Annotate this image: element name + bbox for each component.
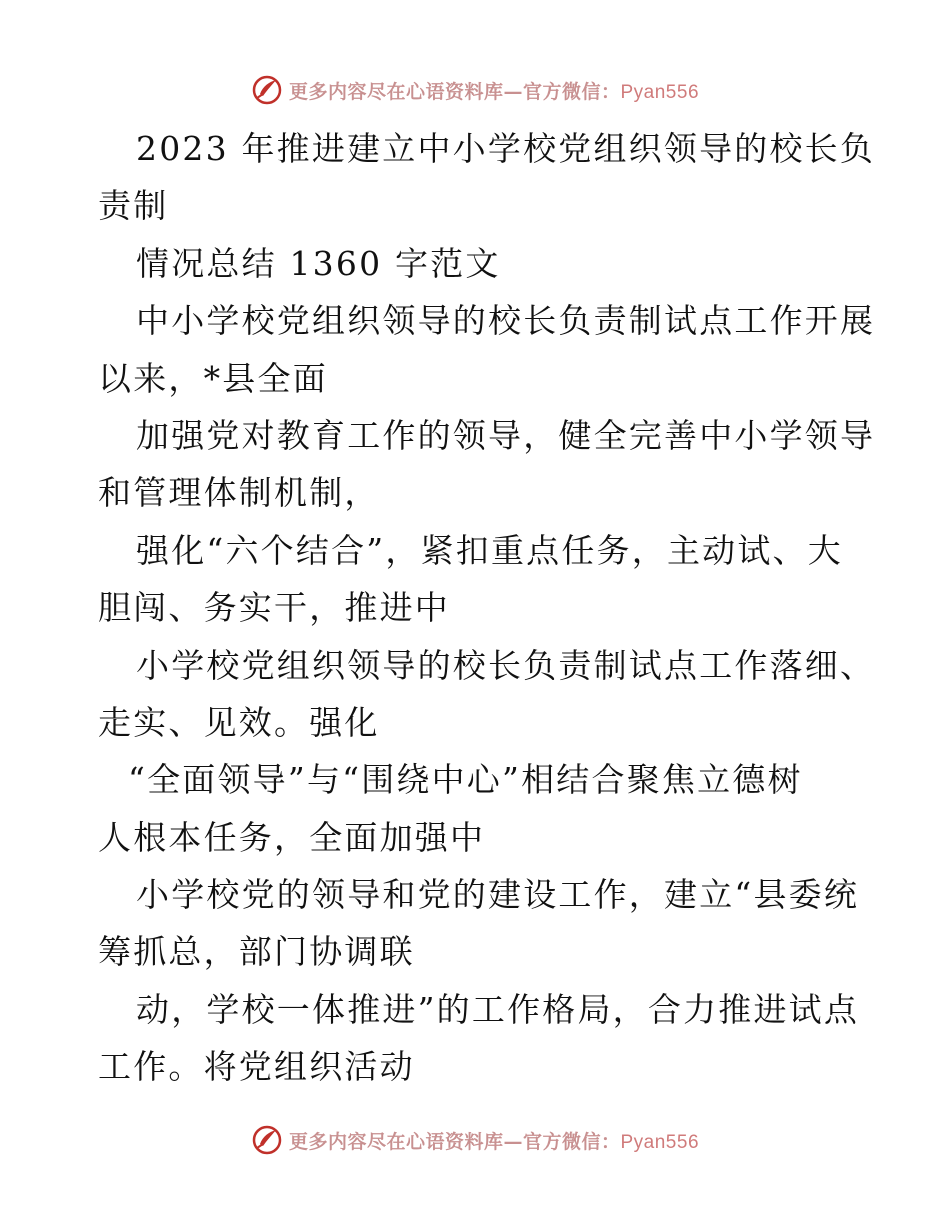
header-banner-inner — [251, 74, 699, 106]
footer-banner — [0, 1120, 950, 1160]
brand-logo-icon — [251, 74, 283, 106]
header-banner-text — [289, 77, 699, 104]
footer-banner-main: 更多内容尽在心语资料库 — [288, 1130, 504, 1153]
doc-line-14: 小学校党的领导和党的建设工作，建立“县委统 — [136, 875, 860, 915]
header-banner-dash: — — [503, 80, 523, 103]
doc-line-8: 强化“六个结合”，紧扣重点任务，主动试、大 — [136, 530, 843, 570]
doc-line-10: 小学校党组织领导的校长负责制试点工作落细、 — [136, 645, 876, 685]
header-banner-main: 更多内容尽在心语资料库 — [288, 80, 504, 103]
doc-line-2: 责制 — [98, 186, 169, 226]
doc-line-13: 人根本任务，全面加强中 — [98, 817, 486, 857]
doc-line-7: 和管理体制机制， — [98, 473, 380, 513]
header-banner-wechat-label: 官方微信： — [522, 80, 621, 103]
doc-line-12: “全面领导”与“围绕中心”相结合聚焦立德树 — [128, 760, 803, 800]
header-banner — [0, 70, 950, 110]
brand-logo-icon — [251, 1124, 283, 1156]
doc-line-6: 加强党对教育工作的领导，健全完善中小学领导 — [136, 415, 876, 455]
doc-line-9: 胆闯、务实干，推进中 — [98, 588, 450, 628]
footer-banner-wechat-id: Pyan556 — [620, 1131, 700, 1153]
footer-banner-dash: — — [503, 1130, 523, 1153]
doc-line-1: 2023 年推进建立中小学校党组织领导的校长负 — [136, 129, 876, 168]
doc-line-3: 情况总结 1360 字范文 — [136, 243, 501, 283]
doc-line-4: 中小学校党组织领导的校长负责制试点工作开展 — [136, 301, 876, 341]
footer-banner-wechat-label: 官方微信： — [522, 1130, 621, 1153]
document-body — [98, 120, 876, 1096]
doc-line-11: 走实、见效。强化 — [98, 702, 380, 742]
footer-banner-text — [289, 1127, 699, 1154]
footer-banner-inner — [251, 1124, 699, 1156]
header-banner-wechat-id: Pyan556 — [620, 81, 700, 103]
doc-line-17: 工作。将党组织活动 — [98, 1047, 415, 1087]
doc-line-15: 筹抓总，部门协调联 — [98, 932, 415, 972]
doc-line-5: 以来，*县全面 — [98, 358, 328, 398]
doc-line-16: 动，学校一体推进”的工作格局，合力推进试点 — [136, 989, 860, 1029]
